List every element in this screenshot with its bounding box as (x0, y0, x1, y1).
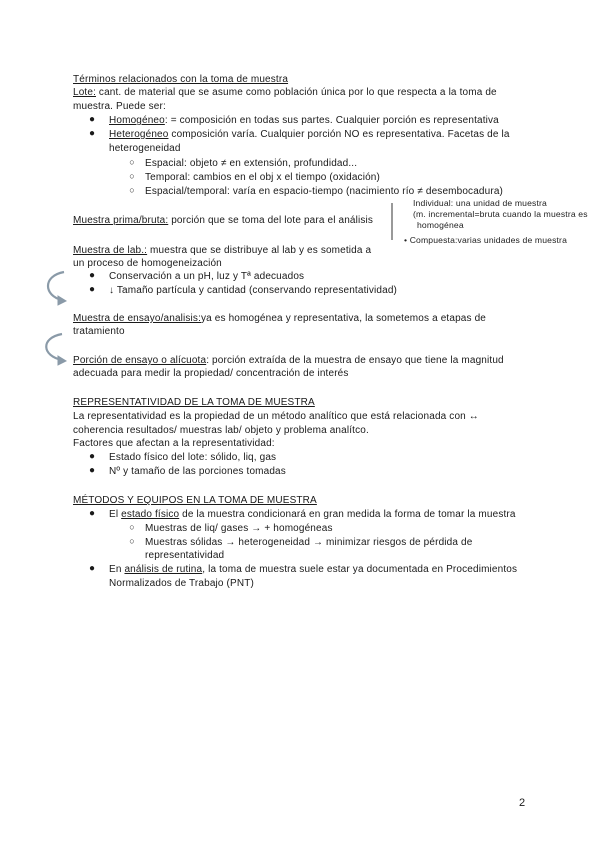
representatividad-line-3: Factores que afectan a la representatividad: (73, 438, 275, 449)
heterogeneo-text: composición varía. Cualquier porción NO es representativa. Facetas de la (168, 129, 510, 140)
term-muestra-lab: Muestra de lab.: (73, 245, 148, 256)
homogeneo-text: : = composición en todas sus partes. Cualquier porción es representativa (164, 115, 499, 126)
term-lote: Lote: (73, 87, 96, 98)
curved-arrow-icon (48, 272, 64, 300)
circle-bullet-icon: ○ (129, 522, 135, 532)
term-analisis-rutina: análisis de rutina (124, 564, 203, 575)
bullet-icon: ● (88, 284, 96, 295)
section-title-terminos: Términos relacionados con la toma de muestra (73, 74, 289, 85)
circle-bullet-icon: ○ (129, 536, 135, 546)
item-tamano-particula: ↓ Tamaño partícula y cantidad (conservando representatividad) (109, 285, 398, 296)
page-number: 2 (519, 797, 526, 809)
muestra-prima-text: porción que se toma del lote para el análisis (168, 215, 374, 226)
item-analisis-rutina-cont: Normalizados de Trabajo (PNT) (109, 578, 254, 589)
heterogeneo-text-cont: heterogeneidad (109, 143, 181, 154)
estado-pre: El (109, 509, 122, 520)
term-muestra-ensayo: Muestra de ensayo/analisis: (73, 313, 202, 324)
arrow-head-icon (58, 296, 66, 305)
lote-text: cant. de material que se asume como población única por lo que respecta a la toma de (96, 87, 497, 98)
arrow-head-icon (58, 356, 66, 365)
item-espacial-temporal: Espacial/temporal: varía en espacio-tiempo (nacimiento río ≠ desembocadura) (145, 186, 504, 197)
side-note-homogenea: homogénea (417, 220, 464, 230)
lote-text-cont: muestra. Puede ser: (73, 101, 166, 112)
term-estado-fisico: estado físico (121, 509, 180, 520)
bullet-icon: ● (88, 128, 96, 139)
side-note-compuesta: • Compuesta:varias unidades de muestra (404, 235, 568, 245)
term-heterogeneo: Heterogéneo (109, 129, 169, 140)
bullet-icon: ● (88, 270, 96, 281)
item-espacial: Espacial: objeto ≠ en extensión, profundidad... (145, 158, 358, 169)
muestra-lab-text: muestra que se distribuye al lab y es sometida a (147, 245, 372, 256)
item-muestras-solidas-cont: representatividad (145, 550, 225, 561)
term-homogeneo: Homogéneo (109, 115, 165, 126)
item-numero-tamano: Nº y tamaño de las porciones tomadas (109, 466, 286, 477)
bullet-icon: ● (88, 563, 96, 574)
bullet-icon: ● (88, 465, 96, 476)
side-note-individual: Individual: una unidad de muestra (413, 198, 547, 208)
circle-bullet-icon: ○ (129, 157, 135, 167)
item-temporal: Temporal: cambios en el obj x el tiempo (oxidación) (145, 172, 380, 183)
bullet-icon: ● (88, 508, 96, 519)
porcion-ensayo-text: : porción extraída de la muestra de ensayo que tiene la magnitud (206, 355, 504, 366)
item-conservacion: Conservación a un pH, luz y Tª adecuados (109, 271, 305, 282)
rutina-post: , la toma de muestra suele estar ya documentada en Procedimientos (202, 564, 518, 575)
muestra-ensayo-text-cont: tratamiento (73, 326, 125, 337)
muestra-lab-text-cont: un proceso de homogeneización (73, 258, 222, 269)
term-porcion-ensayo: Porción de ensayo o alícuota (73, 355, 207, 366)
section-title-representatividad: REPRESENTATIVIDAD DE LA TOMA DE MUESTRA (73, 397, 315, 408)
bullet-icon: ● (88, 114, 96, 125)
estado-post: de la muestra condicionará en gran medida la forma de tomar la muestra (179, 509, 516, 520)
representatividad-line-2: coherencia resultados/ muestras lab/ objeto y problema analítco. (73, 425, 369, 436)
representatividad-line-1: La representatividad es la propiedad de un método analítico que está relacionada con ↔ (73, 411, 479, 422)
curved-arrow-icon (46, 334, 62, 360)
term-muestra-prima: Muestra prima/bruta: (73, 215, 169, 226)
circle-bullet-icon: ○ (129, 171, 135, 181)
rutina-pre: En (109, 564, 125, 575)
porcion-ensayo-text-cont: adecuada para medir la propiedad/ concentración de interés (73, 368, 349, 379)
item-muestras-liq: Muestras de liq/ gases → + homogéneas (145, 523, 333, 534)
bullet-icon: ● (88, 451, 96, 462)
section-title-metodos: MÉTODOS Y EQUIPOS EN LA TOMA DE MUESTRA (73, 495, 317, 506)
circle-bullet-icon: ○ (129, 185, 135, 195)
item-estado-fisico-lote: Estado físico del lote: sólido, liq, gas (109, 452, 277, 463)
item-muestras-solidas: Muestras sólidas → heterogeneidad → minimizar riesgos de pérdida de (145, 537, 473, 548)
side-note-incremental: (m. incremental=bruta cuando la muestra es (413, 209, 588, 219)
muestra-ensayo-text: ya es homogénea y representativa, la sometemos a etapas de (201, 313, 486, 324)
